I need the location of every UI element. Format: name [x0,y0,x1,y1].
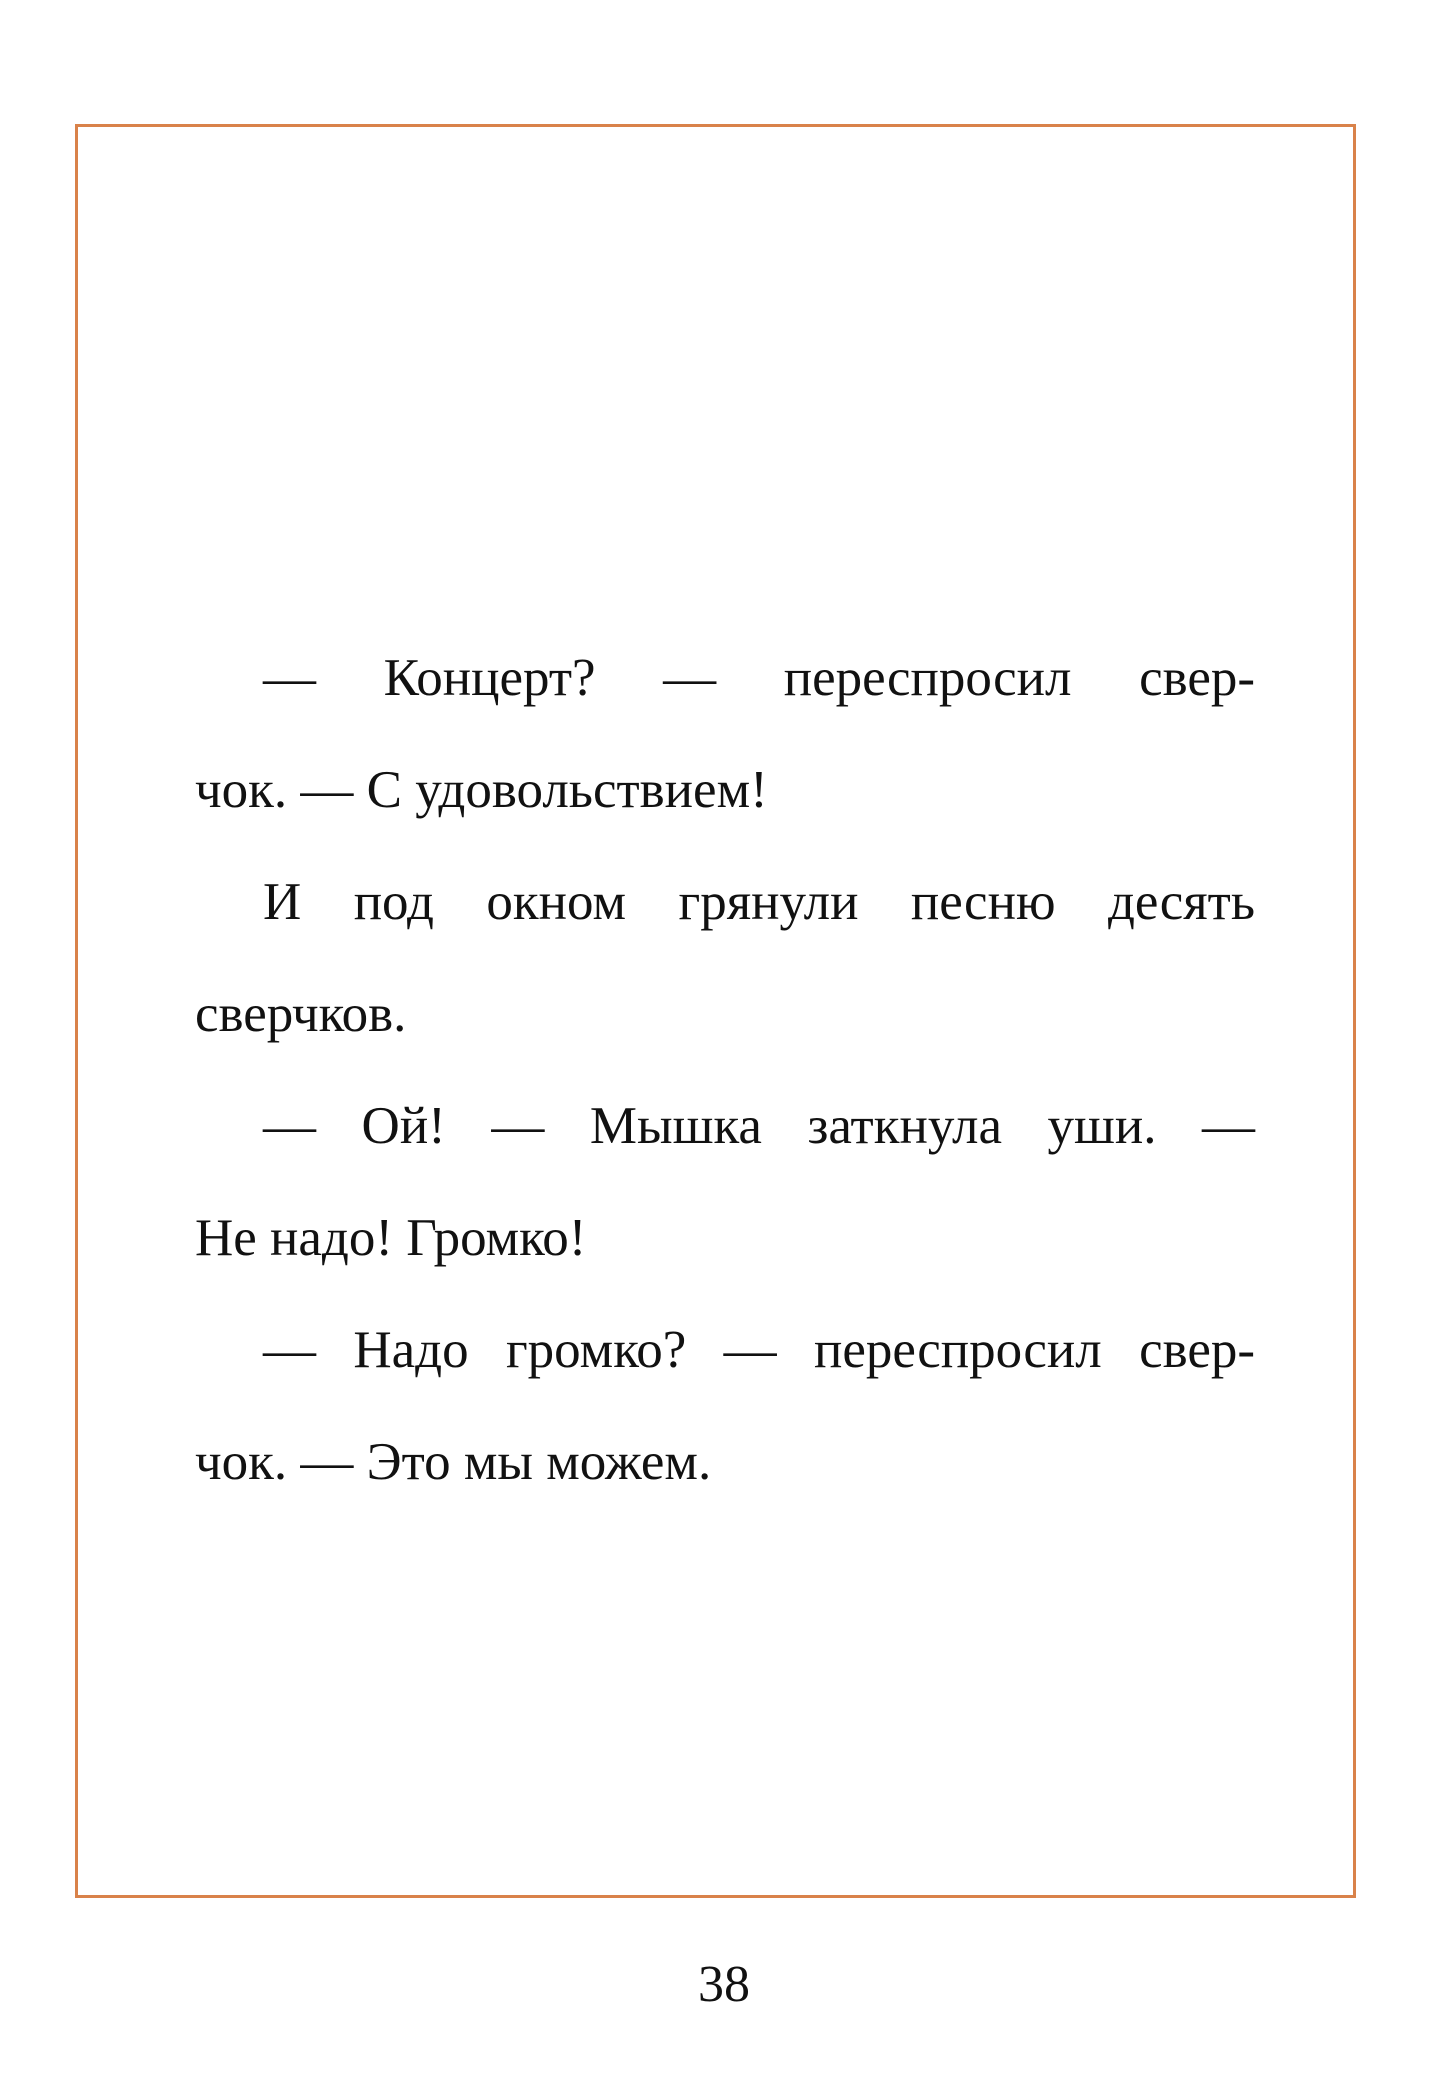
text-line: — Надо громко? — переспросил свер- [263,1321,1255,1379]
text-line: чок. — С удовольствием! [195,761,768,819]
text-line: чок. — Это мы можем. [195,1433,712,1491]
paragraph-3 [195,1070,1255,1294]
text-line: сверчков. [195,985,407,1043]
text-line: Не надо! Громко! [195,1209,587,1267]
text-line: — Ой! — Мышка заткнула уши. — [263,1097,1255,1155]
paragraph-4 [195,1294,1255,1518]
page-number: 38 [698,1956,750,2013]
paragraph-2 [195,846,1255,1070]
body-text [195,622,1255,1518]
text-line: — Концерт? — переспросил свер- [263,649,1255,707]
text-line: И под окном грянули песню десять [263,873,1255,931]
paragraph-1 [195,622,1255,846]
